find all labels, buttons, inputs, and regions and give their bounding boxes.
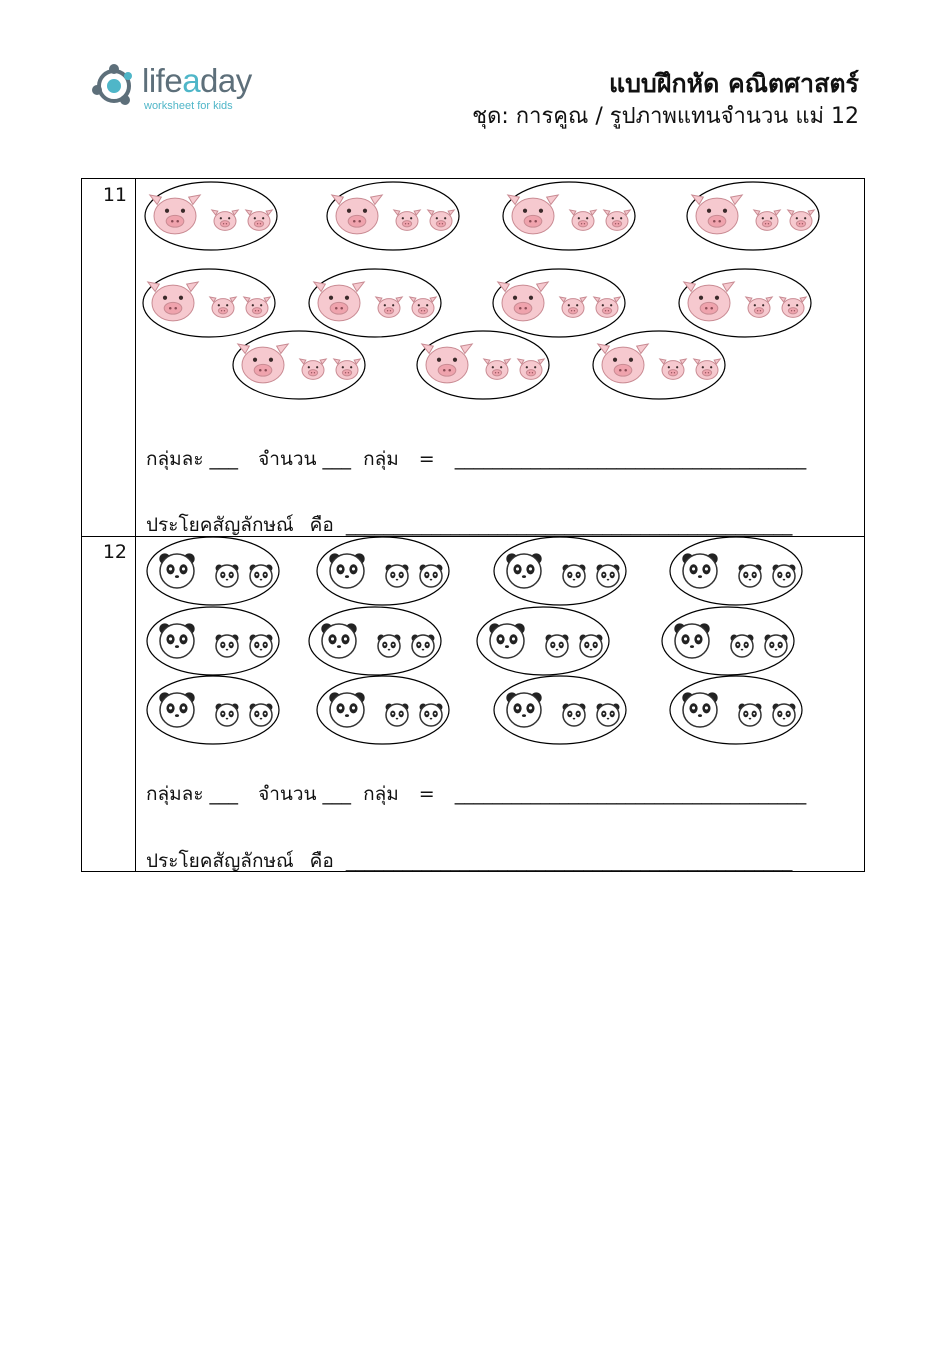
pig-icon (570, 210, 596, 230)
pig-icon (212, 210, 238, 230)
group-oval (145, 182, 277, 250)
panda-icon (682, 692, 717, 727)
pig-icon (780, 297, 806, 317)
worksheet-table (81, 178, 865, 872)
panda-icon (597, 704, 620, 726)
pig-icon (598, 344, 648, 383)
panda-icon (250, 704, 273, 726)
problem-number-cell (82, 536, 136, 871)
pig-icon (498, 282, 548, 321)
group-oval (143, 269, 275, 337)
pig-icon (394, 210, 420, 230)
panda-icon (489, 623, 524, 658)
panda-groups-picture (137, 536, 863, 756)
molecule-logo-icon (90, 62, 138, 110)
logo-tagline: worksheet for kids (144, 100, 233, 112)
group-oval (309, 269, 441, 337)
group-oval (494, 676, 626, 744)
group-oval (494, 537, 626, 605)
problem-number: 12 (102, 541, 127, 563)
pig-icon (300, 359, 326, 379)
group-oval (327, 182, 459, 250)
panda-icon (159, 692, 194, 727)
group-oval (670, 537, 802, 605)
pig-icon (244, 297, 270, 317)
pig-icon (428, 210, 454, 230)
group-oval (147, 676, 279, 744)
panda-icon (216, 635, 239, 657)
group-oval (477, 607, 609, 675)
answer-line-groups: กลุ่มละ ___ จำนวน ___ กลุ่ม = _____________________________________ (146, 783, 807, 805)
group-oval (317, 676, 449, 744)
panda-icon (250, 565, 273, 587)
group-oval (147, 537, 279, 605)
panda-icon (412, 635, 435, 657)
panda-icon (739, 704, 762, 726)
panda-icon (546, 635, 569, 657)
blank-number-sentence[interactable]: _______________________________________________ (345, 850, 793, 872)
panda-icon (674, 623, 709, 658)
panda-icon (597, 565, 620, 587)
group-oval (233, 331, 365, 399)
pig-icon (684, 282, 734, 321)
pig-icon (376, 297, 402, 317)
panda-icon (773, 704, 796, 726)
group-oval (679, 269, 811, 337)
panda-icon (386, 565, 409, 587)
panda-icon (216, 565, 239, 587)
pig-icon (148, 282, 198, 321)
panda-icon (378, 635, 401, 657)
group-oval (503, 182, 635, 250)
panda-icon (563, 704, 586, 726)
pig-icon (508, 195, 558, 234)
panda-icon (420, 565, 443, 587)
blank-per-group[interactable]: ___ (209, 448, 239, 470)
answer-line-sentence: ประโยคสัญลักษณ์ คือ _______________________________________________ (146, 850, 793, 872)
pig-icon (518, 359, 544, 379)
blank-group-count[interactable]: ___ (322, 448, 352, 470)
panda-icon (386, 704, 409, 726)
panda-icon (321, 623, 356, 658)
panda-icon (773, 565, 796, 587)
pig-icon (788, 210, 814, 230)
pig-icon (604, 210, 630, 230)
pig-icon (238, 344, 288, 383)
panda-icon (250, 635, 273, 657)
pig-icon (332, 195, 382, 234)
panda-icon (159, 623, 194, 658)
group-oval (670, 676, 802, 744)
pig-icon (694, 359, 720, 379)
group-oval (662, 607, 794, 675)
logo-wordmark: lifeaday (142, 62, 252, 99)
group-oval (317, 537, 449, 605)
problem-number: 11 (102, 184, 127, 206)
panda-icon (329, 692, 364, 727)
panda-icon (506, 553, 541, 588)
pig-icon (484, 359, 510, 379)
panda-icon (159, 553, 194, 588)
answer-line-sentence: ประโยคสัญลักษณ์ คือ _______________________________________________ (146, 514, 793, 536)
blank-per-group[interactable]: ___ (209, 783, 239, 805)
panda-icon (731, 635, 754, 657)
answer-line-groups: กลุ่มละ ___ จำนวน ___ กลุ่ม = _____________________________________ (146, 448, 807, 470)
worksheet-title: แบบฝึกหัด คณิตศาสตร์ (608, 69, 859, 98)
blank-number-sentence[interactable]: _______________________________________________ (345, 514, 793, 536)
pig-icon (560, 297, 586, 317)
lifeaday-logo (90, 60, 290, 116)
group-oval (687, 182, 819, 250)
panda-icon (739, 565, 762, 587)
pig-icon (150, 195, 200, 234)
pig-icon (660, 359, 686, 379)
pig-icon (754, 210, 780, 230)
pig-icon (246, 210, 272, 230)
pig-icon (746, 297, 772, 317)
panda-icon (682, 553, 717, 588)
group-oval (147, 607, 279, 675)
panda-icon (580, 635, 603, 657)
group-oval (493, 269, 625, 337)
worksheet-subtitle: ชุด: การคูณ / รูปภาพแทนจำนวน แม่ 12 (472, 104, 859, 129)
blank-total[interactable]: _____________________________________ (454, 783, 807, 805)
group-oval (417, 331, 549, 399)
pig-icon (422, 344, 472, 383)
pig-icon (692, 195, 742, 234)
problem-number-cell (82, 179, 136, 536)
blank-total[interactable]: _____________________________________ (454, 448, 807, 470)
pig-icon (410, 297, 436, 317)
pig-icon (314, 282, 364, 321)
problem-11 (82, 179, 864, 537)
blank-group-count[interactable]: ___ (322, 783, 352, 805)
group-oval (309, 607, 441, 675)
panda-icon (420, 704, 443, 726)
panda-icon (765, 635, 788, 657)
panda-icon (216, 704, 239, 726)
panda-icon (563, 565, 586, 587)
group-oval (593, 331, 725, 399)
panda-icon (329, 553, 364, 588)
problem-12 (82, 536, 864, 871)
panda-icon (506, 692, 541, 727)
pig-icon (210, 297, 236, 317)
pig-icon (594, 297, 620, 317)
pig-groups-picture (137, 179, 863, 419)
pig-icon (334, 359, 360, 379)
